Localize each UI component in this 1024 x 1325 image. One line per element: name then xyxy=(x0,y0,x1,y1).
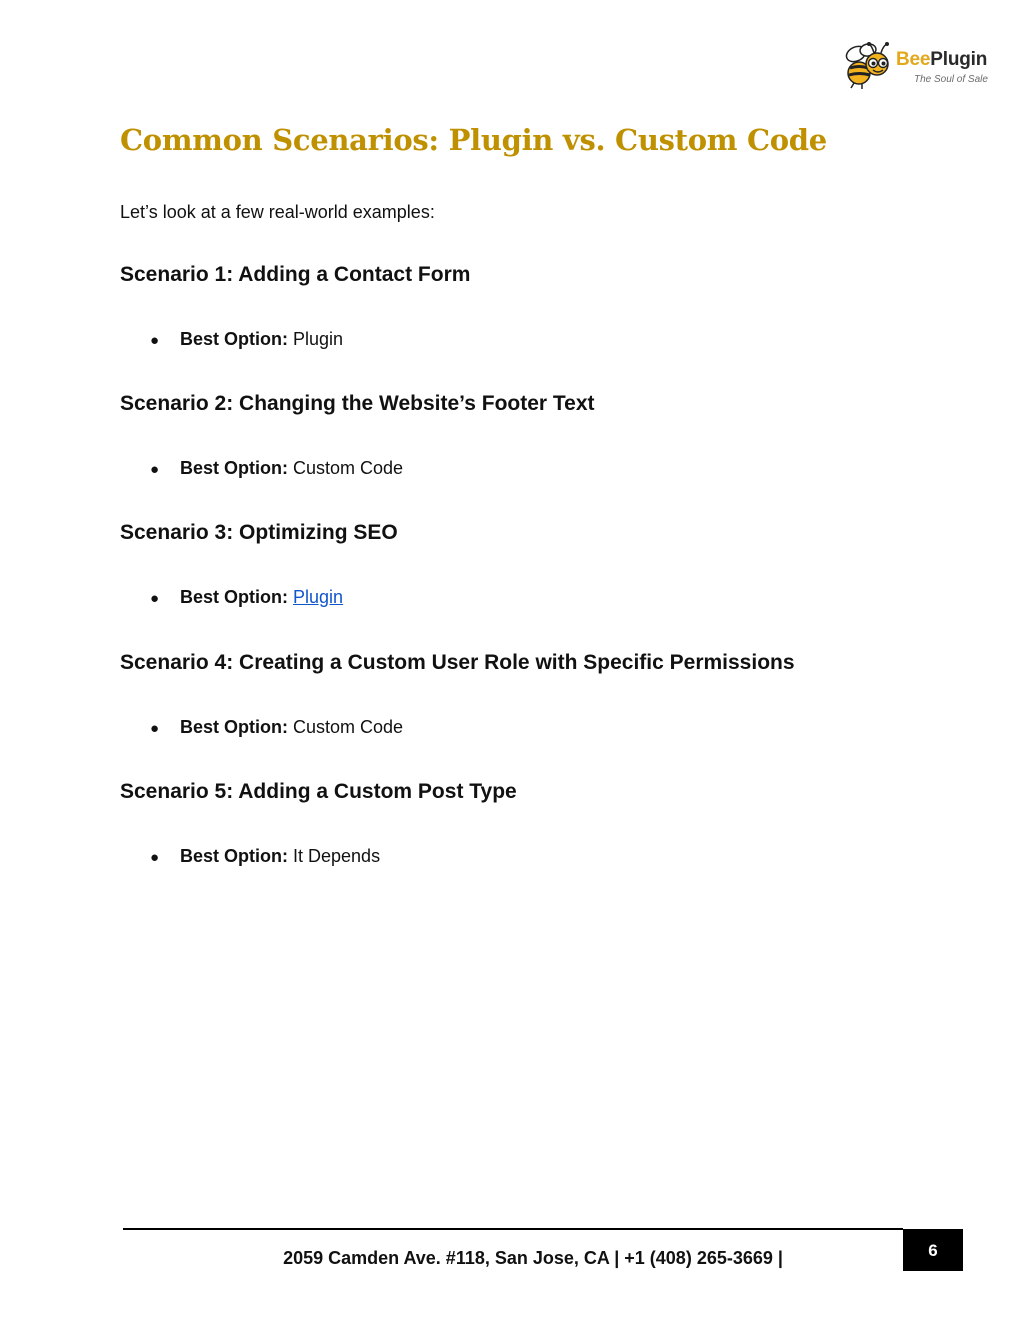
brand-tagline: The Soul of Sale xyxy=(914,74,988,85)
bullet-icon: ● xyxy=(150,461,160,478)
bullet-label: Best Option: xyxy=(180,329,288,349)
bullet-label: Best Option: xyxy=(180,587,288,607)
bullet-label: Best Option: xyxy=(180,846,288,866)
bullet-value: Custom Code xyxy=(293,717,404,737)
intro-text: Let’s look at a few real-world examples: xyxy=(120,202,435,222)
bullet-icon: ● xyxy=(150,332,160,349)
scenario-4-heading: Scenario 4: Creating a Custom User Role with Specific Permissions xyxy=(120,651,795,674)
brand-logo xyxy=(842,40,992,90)
scenario-3-heading: Scenario 3: Optimizing SEO xyxy=(120,521,398,544)
bee-icon xyxy=(842,40,894,90)
bullet-icon: ● xyxy=(150,849,160,866)
scenario-2-bullet xyxy=(150,455,403,483)
scenario-5-bullet xyxy=(150,843,380,871)
footer-address: 2059 Camden Ave. #118, San Jose, CA | +1 (408) 265-3669 | xyxy=(283,1248,783,1268)
page-number: 6 xyxy=(903,1229,963,1271)
page-title: Common Scenarios: Plugin vs. Custom Code xyxy=(120,123,827,157)
bullet-label: Best Option: xyxy=(180,717,288,737)
brand-name xyxy=(896,50,987,70)
brand-prefix: Bee xyxy=(896,49,931,70)
brand-suffix: Plugin xyxy=(930,49,988,70)
footer-divider xyxy=(123,1228,903,1230)
bullet-value: It Depends xyxy=(293,846,381,866)
bullet-icon: ● xyxy=(150,590,160,607)
scenario-2-heading: Scenario 2: Changing the Website’s Footer Text xyxy=(120,392,595,415)
bullet-value: Custom Code xyxy=(293,458,404,478)
scenario-5-heading: Scenario 5: Adding a Custom Post Type xyxy=(120,780,517,803)
scenario-3-bullet xyxy=(150,584,343,612)
scenario-1-heading: Scenario 1: Adding a Contact Form xyxy=(120,263,471,286)
plugin-link[interactable]: Plugin xyxy=(293,587,344,607)
bullet-value: Plugin xyxy=(293,329,344,349)
scenario-4-bullet xyxy=(150,714,403,742)
bullet-label: Best Option: xyxy=(180,458,288,478)
scenario-1-bullet xyxy=(150,326,343,354)
bullet-icon: ● xyxy=(150,720,160,737)
